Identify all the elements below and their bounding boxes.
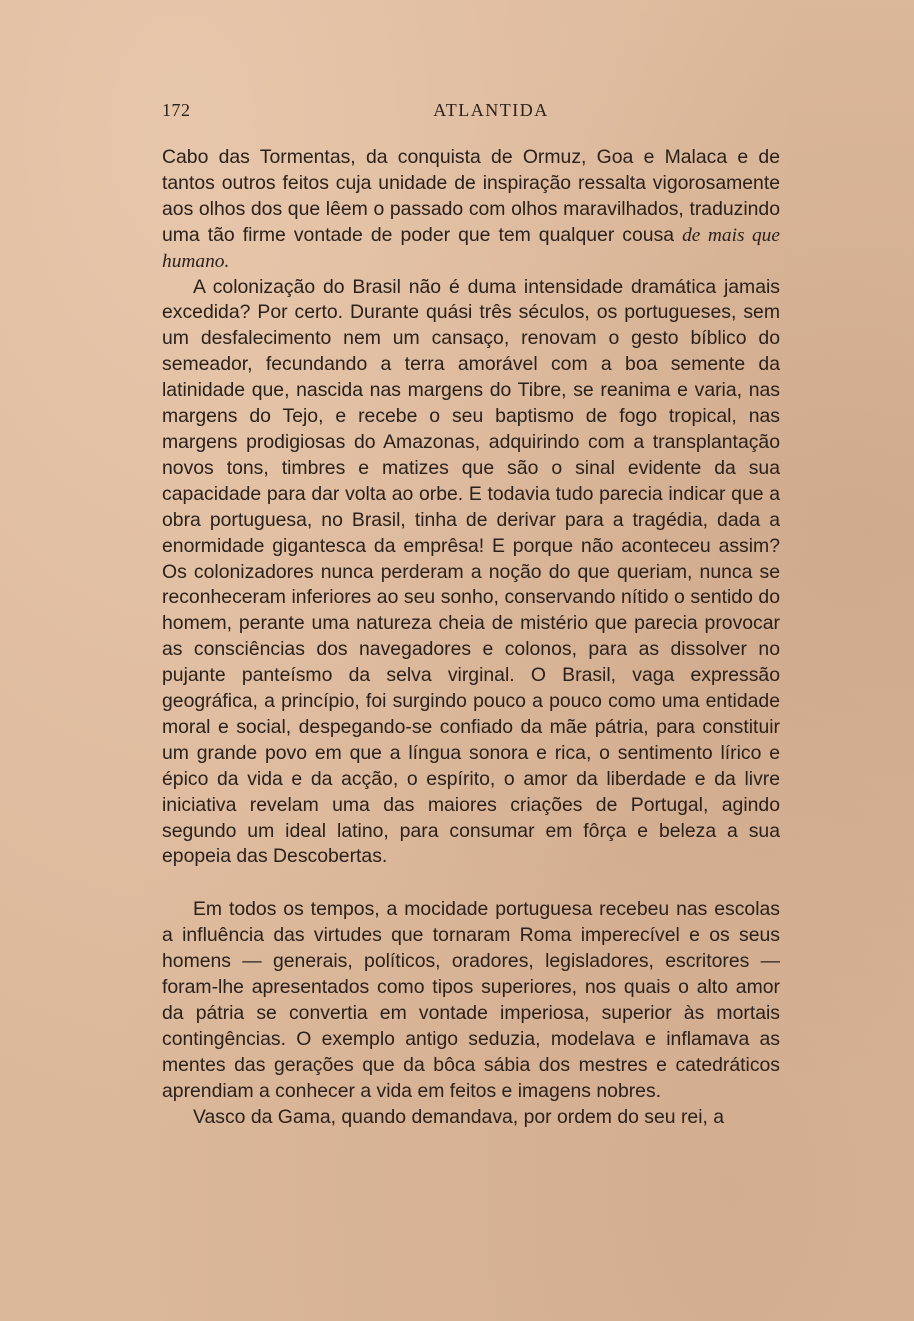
paragraph-4: Vasco da Gama, quando demandava, por ordem do seu rei, a xyxy=(193,1105,725,1128)
paragraph-1-text: Cabo das Tormentas, da conquista de Ormuz, Goa e Malaca e de tantos outros feitos cuja unidade de inspiração ressalta vigorosamente aos olhos dos que lêem o passado com olhos maravilhados, traduzindo uma tão firme vontade de poder que tem qualquer cousa xyxy=(162,146,780,246)
running-title: ATLANTIDA xyxy=(433,100,549,120)
paragraph-1 xyxy=(162,145,780,275)
paragraph-3: Em todos os tempos, a mocidade portuguesa recebeu nas escolas a influência das virtudes que tornaram Roma imperecível e os seus homens — generais, políticos, oradores, legisladores, escritores — foram-lhe apresentados como tipos superiores, nos quais o alto amor da pátria se convertia em vontade imperiosa, superior às mortais contingências. O exemplo antigo seduzia, modelava e inflamava as mentes das gerações que da bôca sábia dos mestres e catedráticos aprendiam a conhecer a vida em feitos e imagens nobres. xyxy=(162,898,780,1102)
paragraph-1-italic: de mais que humano. xyxy=(162,224,780,272)
body-text xyxy=(162,145,780,1131)
page-number: 172 xyxy=(162,100,191,120)
page-header xyxy=(162,100,780,126)
paragraph-2: A colonização do Brasil não é duma intensidade dramática jamais excedida? Por certo. Durante quási três séculos, os portugueses, sem um desfalecimento nem um cansaço, renovam o gesto bíblico do semeador, fecundando a terra amorável com a boa semente da latinidade que, nascida nas margens do Tibre, se reanima e varia, nas margens do Tejo, e recebe o seu baptismo de fogo tropical, nas margens prodigiosas do Amazonas, adquirindo com a transplantação novos tons, timbres e matizes que são o sinal evidente da sua capacidade para dar volta ao orbe. E todavia tudo parecia indicar que a obra portuguesa, no Brasil, tinha de derivar para a tragédia, dada a enormidade gigantesca da emprêsa! E porque não aconteceu assim? Os colonizadores nunca perderam a noção do que queriam, nunca se reconheceram inferiores ao seu sonho, conservando nítido o sentido do homem, perante uma natureza cheia de mistério que parecia provocar as consciências dos navegadores e colonos, para as dissolver no pujante panteísmo da selva virginal. O Brasil, vaga expressão geográfica, a princípio, foi surgindo pouco a pouco como uma entidade moral e social, despegando-se confiado da mãe pátria, para constituir um grande povo em que a língua sonora e rica, o sentimento lírico e épico da vida e da acção, o espírito, o amor da liberdade e da livre iniciativa revelam uma das maiores criações de Portugal, agindo segundo um ideal latino, para consumar em fôrça e beleza a sua epopeia das Descobertas. xyxy=(162,275,780,868)
section-break xyxy=(162,870,780,897)
